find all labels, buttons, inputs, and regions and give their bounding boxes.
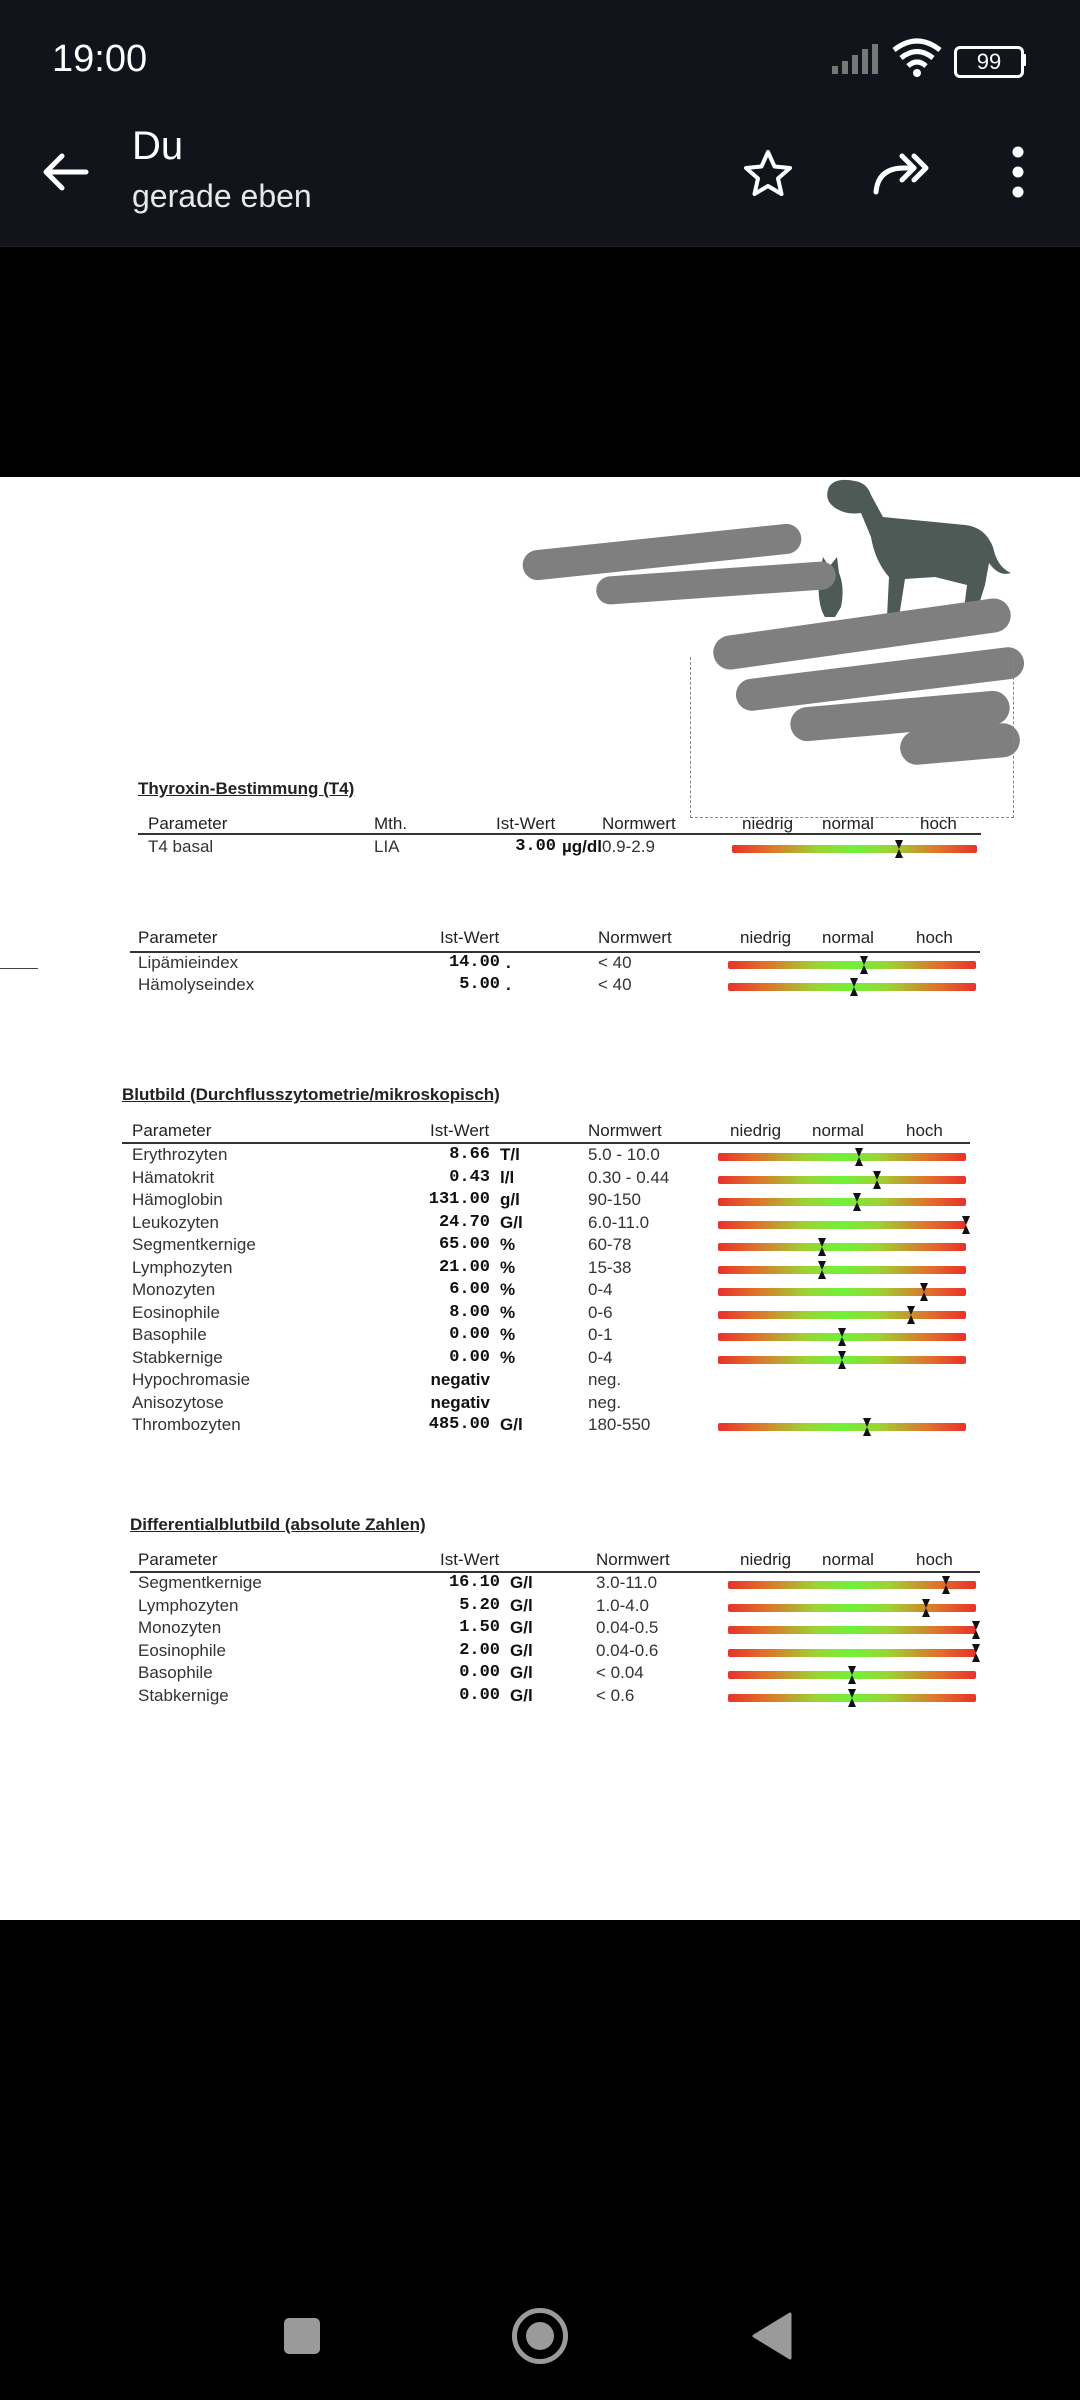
row-parameter: Segmentkernige — [132, 1235, 256, 1254]
range-bar — [728, 983, 976, 991]
range-bar — [718, 1356, 966, 1364]
range-bar — [718, 1311, 966, 1319]
range-marker — [920, 1283, 928, 1301]
row-value: 8.00 — [449, 1302, 490, 1322]
range-bar — [728, 1649, 976, 1657]
blutbild-section-title: Blutbild (Durchflusszytometrie/mikroskopisch) — [122, 1085, 500, 1104]
row-value: 16.10 — [448, 1573, 500, 1592]
range-marker — [942, 1576, 950, 1594]
range-bar — [718, 1153, 966, 1161]
row-value: 24.70 — [438, 1212, 490, 1232]
battery-level: 99 — [976, 49, 1002, 74]
more-vert-icon[interactable] — [1006, 144, 1030, 200]
sender-name: Du — [132, 124, 184, 168]
range-marker — [860, 956, 868, 974]
document-image[interactable] — [0, 477, 1080, 1920]
row-unit: % — [500, 1235, 516, 1254]
header-parameter: Parameter — [148, 814, 228, 833]
range-bar — [728, 1604, 976, 1612]
range-bar — [718, 1423, 966, 1431]
header-high: hoch — [906, 1121, 943, 1140]
range-marker — [838, 1351, 846, 1369]
row-value: 14.00 — [448, 953, 500, 972]
row-unit: G/l — [510, 1663, 533, 1682]
row-parameter: Monozyten — [132, 1280, 216, 1299]
row-unit: g/l — [500, 1190, 520, 1209]
t4-section-title: Thyroxin-Bestimmung (T4) — [138, 779, 355, 798]
status-bar — [0, 0, 1080, 120]
navigation-bar — [0, 2200, 1080, 2400]
row-parameter: Leukozyten — [132, 1212, 219, 1232]
row-parameter: Basophile — [132, 1325, 207, 1344]
row-parameter: Erythrozyten — [132, 1145, 228, 1164]
row-norm: 5.0 - 10.0 — [588, 1145, 660, 1164]
battery-icon — [954, 46, 1024, 78]
row-parameter: Thrombozyten — [132, 1415, 241, 1434]
row-value: 5.20 — [459, 1595, 500, 1615]
row-parameter: Lipämieindex — [138, 953, 239, 972]
row-parameter: Eosinophile — [132, 1302, 220, 1322]
row-method: LIA — [374, 837, 400, 856]
row-norm: neg. — [588, 1370, 622, 1389]
row-norm: < 40 — [598, 975, 632, 994]
header-value: Ist-Wert — [430, 1121, 490, 1140]
header-high: hoch — [916, 1550, 953, 1569]
row-unit: G/l — [500, 1212, 523, 1232]
range-marker — [863, 1418, 871, 1436]
row-norm: 60-78 — [588, 1235, 632, 1254]
row-parameter: Lymphozyten — [132, 1257, 233, 1277]
header-high: hoch — [916, 928, 953, 947]
row-unit: % — [500, 1302, 516, 1322]
header-parameter: Parameter — [138, 1550, 218, 1569]
row-unit: % — [500, 1257, 516, 1277]
range-marker — [922, 1599, 930, 1617]
status-time: 19:00 — [52, 38, 148, 80]
row-value: 8.66 — [449, 1145, 490, 1164]
arrow-left-icon[interactable] — [40, 146, 92, 198]
row-norm: 3.0-11.0 — [596, 1573, 658, 1592]
row-unit: % — [500, 1280, 516, 1299]
row-value: negativ — [430, 1370, 490, 1389]
range-bar — [728, 961, 976, 969]
row-norm: 15-38 — [588, 1257, 632, 1277]
row-value: 0.43 — [449, 1167, 490, 1187]
row-parameter: Hypochromasie — [132, 1370, 251, 1389]
range-marker — [818, 1261, 826, 1279]
row-parameter: Hämoglobin — [132, 1190, 223, 1209]
row-unit: % — [500, 1347, 516, 1367]
header-value: Ist-Wert — [496, 814, 556, 833]
row-norm: < 0.04 — [596, 1663, 644, 1682]
header-low: niedrig — [740, 928, 792, 947]
header-low: niedrig — [742, 814, 794, 833]
row-value: 21.00 — [438, 1257, 490, 1277]
header-low: niedrig — [730, 1121, 782, 1140]
recents-square-icon[interactable] — [284, 2318, 320, 2354]
row-value: 5.00 — [459, 975, 500, 994]
row-norm: 0-1 — [588, 1325, 613, 1344]
row-norm: 0.30 - 0.44 — [588, 1167, 670, 1187]
home-circle-icon[interactable] — [512, 2308, 568, 2364]
header-normal: normal — [812, 1121, 864, 1140]
row-norm: 0-4 — [588, 1280, 613, 1299]
range-marker — [895, 840, 903, 858]
row-parameter: Stabkernige — [138, 1685, 229, 1705]
header-rule — [122, 1142, 970, 1144]
row-unit: . — [506, 975, 511, 994]
range-marker — [818, 1238, 826, 1256]
row-unit: G/l — [500, 1415, 523, 1434]
range-marker — [850, 978, 858, 996]
row-norm: 0.04-0.6 — [596, 1640, 659, 1660]
row-unit: % — [500, 1325, 516, 1344]
range-marker — [972, 1621, 980, 1639]
header-rule — [130, 951, 980, 953]
range-bar — [718, 1243, 966, 1251]
margin-dash — [0, 968, 38, 969]
header-high: hoch — [920, 814, 957, 833]
header-normal: normal — [822, 814, 874, 833]
row-norm: 0.9-2.9 — [602, 837, 655, 856]
header-rule — [138, 833, 981, 835]
range-marker — [962, 1216, 970, 1234]
row-norm: 1.0-4.0 — [596, 1595, 649, 1615]
row-norm: 180-550 — [588, 1415, 651, 1434]
header-normal: normal — [822, 928, 874, 947]
row-value: 2.00 — [459, 1640, 500, 1660]
row-value: 1.50 — [459, 1618, 500, 1637]
header-norm: Normwert — [596, 1550, 670, 1569]
range-bar — [718, 1221, 966, 1229]
range-marker — [855, 1148, 863, 1166]
range-bar — [718, 1333, 966, 1341]
range-bar — [728, 1626, 976, 1634]
row-unit: T/l — [500, 1145, 520, 1164]
header-parameter: Parameter — [132, 1121, 212, 1140]
row-norm: neg. — [588, 1392, 622, 1412]
row-parameter: Anisozytose — [132, 1392, 224, 1412]
header-low: niedrig — [740, 1550, 792, 1569]
range-bar — [718, 1266, 966, 1274]
row-unit: G/l — [510, 1685, 533, 1705]
diff-section-title: Differentialblutbild (absolute Zahlen) — [130, 1515, 426, 1534]
row-parameter: Eosinophile — [138, 1640, 226, 1660]
header-method: Mth. — [374, 814, 408, 833]
row-parameter: Segmentkernige — [138, 1573, 262, 1592]
header-normal: normal — [822, 1550, 874, 1569]
range-bar — [728, 1694, 976, 1702]
app-bar — [0, 120, 1080, 247]
message-time: gerade eben — [132, 178, 312, 214]
row-norm: 90-150 — [588, 1190, 641, 1209]
row-value: 3.00 — [515, 837, 556, 856]
row-norm: 0-4 — [588, 1347, 613, 1367]
range-marker — [838, 1328, 846, 1346]
row-value: negativ — [430, 1392, 490, 1412]
range-bar — [728, 1581, 976, 1589]
row-norm: 0-6 — [588, 1302, 613, 1322]
star-icon[interactable] — [742, 148, 794, 200]
row-value: 485.00 — [428, 1415, 490, 1434]
range-bar — [728, 1671, 976, 1679]
range-marker — [972, 1644, 980, 1662]
range-bar — [718, 1198, 966, 1206]
range-bar — [732, 845, 977, 853]
header-value: Ist-Wert — [440, 928, 500, 947]
row-parameter: T4 basal — [148, 837, 214, 856]
range-marker — [853, 1193, 861, 1211]
signal-icon — [832, 44, 882, 74]
row-norm: 6.0-11.0 — [588, 1212, 650, 1232]
row-value: 0.00 — [459, 1663, 500, 1682]
header-norm: Normwert — [588, 1121, 662, 1140]
row-unit: G/l — [510, 1573, 533, 1592]
range-marker — [907, 1306, 915, 1324]
row-parameter: Lymphozyten — [138, 1595, 239, 1615]
header-parameter: Parameter — [138, 928, 218, 947]
row-value: 6.00 — [449, 1280, 490, 1299]
header-value: Ist-Wert — [440, 1550, 500, 1569]
row-value: 65.00 — [438, 1235, 490, 1254]
row-norm: < 0.6 — [596, 1685, 635, 1705]
range-bar — [718, 1176, 966, 1184]
row-value: 0.00 — [449, 1325, 490, 1344]
row-norm: 0.04-0.5 — [596, 1618, 659, 1637]
row-parameter: Monozyten — [138, 1618, 222, 1637]
back-triangle-icon[interactable] — [752, 2312, 792, 2360]
range-marker — [848, 1666, 856, 1684]
row-unit: G/l — [510, 1618, 533, 1637]
row-value: 0.00 — [459, 1685, 500, 1705]
pet-logo-image — [815, 477, 1015, 617]
forward-icon[interactable] — [872, 150, 932, 198]
header-norm: Normwert — [602, 814, 676, 833]
row-unit: . — [506, 953, 511, 972]
row-value: 0.00 — [449, 1347, 490, 1367]
header-norm: Normwert — [598, 928, 672, 947]
row-unit: µg/dl — [562, 837, 603, 856]
battery-tip — [1022, 54, 1026, 66]
row-parameter: Hämatokrit — [132, 1167, 215, 1187]
address-box — [690, 657, 1014, 818]
row-parameter: Stabkernige — [132, 1347, 223, 1367]
row-parameter: Hämolyseindex — [138, 975, 255, 994]
range-marker — [873, 1171, 881, 1189]
row-unit: G/l — [510, 1595, 533, 1615]
row-value: 131.00 — [428, 1190, 490, 1209]
row-unit: G/l — [510, 1640, 533, 1660]
wifi-icon — [892, 38, 942, 78]
row-unit: l/l — [500, 1167, 515, 1187]
range-marker — [848, 1689, 856, 1707]
range-bar — [718, 1288, 966, 1296]
row-norm: < 40 — [598, 953, 632, 972]
row-parameter: Basophile — [138, 1663, 213, 1682]
